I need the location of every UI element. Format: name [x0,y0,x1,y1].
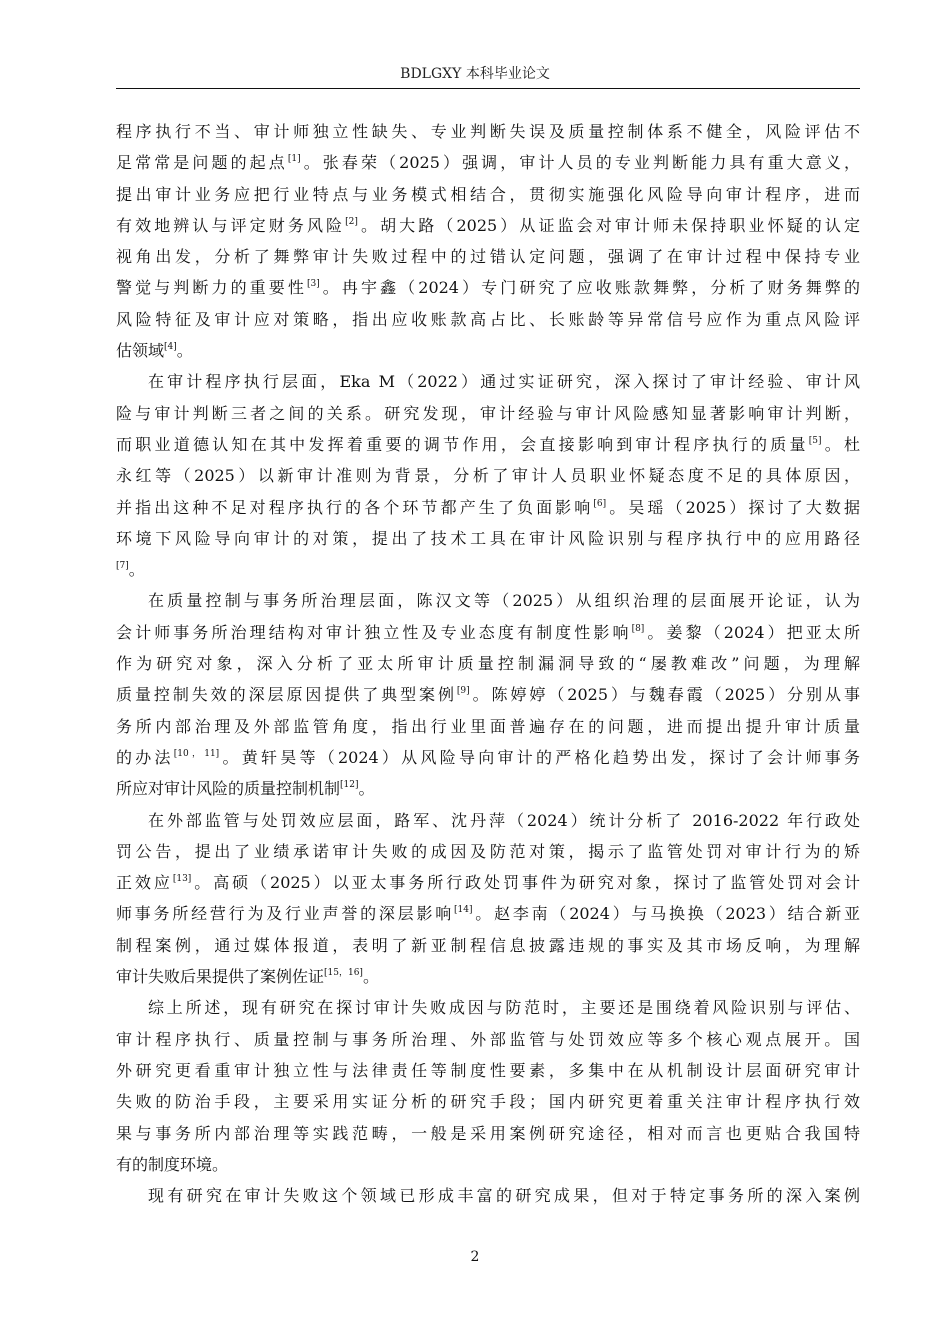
line-text-continued: 。高硕（2025）以亚太事务所行政处罚事件为研究对象，探讨了监管处罚对会计 [191,873,860,893]
line-text: 有效地辨认与评定财务风险 [116,215,346,235]
citation-superscript: [10，11] [173,748,220,759]
line-text: 审计失败后果提供了案例佐证 [116,967,325,987]
citation-superscript: [5] [808,435,822,446]
text-line [116,773,860,804]
citation-superscript: [12] [340,780,359,791]
line-text-continued: 。姜黎（2024）把亚太所 [644,622,860,642]
line-text: 的办法 [116,747,174,767]
text-line [116,554,860,585]
text-line [116,116,860,147]
line-text-continued: 。陈婷婷（2025）与魏春霞（2025）分别从事 [469,685,860,705]
text-line [116,1118,860,1149]
text-line [116,492,860,523]
text-line [116,930,860,961]
text-line [116,679,860,710]
text-line [116,711,860,742]
text-line [116,398,860,429]
text-line [116,1149,860,1180]
line-text-continued: 。 [176,341,193,361]
page-number: 2 [470,1249,480,1265]
line-text-continued: 。 [362,967,379,987]
text-line [116,961,860,992]
line-text: 环境下风险导向审计的对策，提出了技术工具在审计风险识别与程序执行中的应用路径 [116,528,860,548]
text-line [116,898,860,929]
text-line [116,523,860,554]
line-text: 而职业道德认知在其中发挥着重要的调节作用，会直接影响到审计程序执行的质量 [116,434,809,454]
text-line [116,460,860,491]
citation-superscript: [6] [593,498,607,509]
text-line [116,366,860,397]
line-text-continued: 。胡大路（2025）从证监会对审计师未保持职业怀疑的认定 [357,215,860,235]
line-text-continued: 。赵李南（2024）与马换换（2023）结合新亚 [472,904,860,924]
line-text: 提出审计业务应把行业特点与业务模式相结合，贯彻实施强化风险导向审计程序，进而 [116,184,860,204]
line-text-continued: 。张春荣（2025）强调，审计人员的专业判断能力具有重大意义， [300,153,860,173]
line-text: 视角出发，分析了舞弊审计失败过程中的过错认定问题，强调了在审计过程中保持专业 [116,247,860,267]
citation-superscript: [15，16] [324,968,363,979]
line-text: 质量控制失效的深层原因提供了典型案例 [116,685,457,705]
running-header: BDLGXY 本科毕业论文 [400,66,550,82]
line-text: 综上所述，现有研究在探讨审计失败成因与防范时，主要还是围绕着风险识别与评估、 [148,998,860,1018]
text-line [116,241,860,272]
text-line [116,992,860,1023]
text-line [116,836,860,867]
text-line [116,1180,860,1211]
text-line [116,617,860,648]
line-text: 在质量控制与事务所治理层面，陈汉文等（2025）从组织治理的层面展开论证，认为 [148,591,860,611]
line-text-continued: 。 [128,560,145,580]
citation-superscript: [3] [306,279,320,290]
text-line [116,210,860,241]
citation-superscript: [14] [454,905,473,916]
line-text: 审计程序执行、质量控制与事务所治理、外部监管与处罚效应等多个核心观点展开。国 [116,1029,860,1049]
line-text-continued: 。冉宇鑫（2024）专门研究了应收账款舞弊，分析了财务舞弊的 [319,278,860,298]
citation-superscript: [2] [345,216,358,227]
citation-superscript: [13] [172,874,192,885]
line-text: 外研究更看重审计独立性与法律责任等制度性要素，多集中在从机制设计层面研究审计 [116,1060,860,1080]
text-line [116,272,860,303]
line-text: 险与审计判断三者之间的关系。研究发现，审计经验与审计风险感知显著影响审计判断， [116,403,860,423]
text-line [116,805,860,836]
citation-superscript: [1] [287,154,301,165]
text-line [116,147,860,178]
line-text: 失败的防治手段，主要采用实证分析的研究手段；国内研究更着重关注审计程序执行效 [116,1092,860,1112]
line-text: 永红等（2025）以新审计准则为背景，分析了审计人员职业怀疑态度不足的具体原因， [116,466,860,486]
text-line [116,335,860,366]
line-text: 罚公告，提出了业绩承诺审计失败的成因及防范对策，揭示了监管处罚对审计行为的矫 [116,841,860,861]
line-text: 估领域 [116,341,165,361]
text-line [116,867,860,898]
citation-superscript: [4] [164,342,177,353]
text-line [116,648,860,679]
line-text-continued: 。 [358,779,375,799]
line-text: 制程案例，通过媒体报道，表明了新亚制程信息披露违规的事实及其市场反响，为理解 [116,935,860,955]
line-text: 会计师事务所治理结构对审计独立性及专业态度有制度性影响 [116,622,632,642]
line-text: 足常常是问题的起点 [116,153,288,173]
text-line [116,1055,860,1086]
line-text: 师事务所经营行为及行业声誉的深层影响 [116,904,455,924]
text-line [116,179,860,210]
text-line [116,1024,860,1055]
line-text: 果与事务所内部治理等实践范畴，一般是采用案例研究途径，相对而言也更贴合我国特 [116,1123,860,1143]
text-line [116,585,860,616]
line-text: 现有研究在审计失败这个领域已形成丰富的研究成果，但对于特定事务所的深入案例 [148,1186,860,1206]
line-text: 作为研究对象，深入分析了亚太所审计质量控制漏洞导致的“屡教难改”问题，为理解 [116,654,860,674]
line-text-continued: 。黄轩昊等（2024）从风险导向审计的严格化趋势出发，探讨了会计师事务 [219,747,860,767]
text-line [116,1086,860,1117]
body-text [116,116,860,1211]
line-text: 并指出这种不足对程序执行的各个环节都产生了负面影响 [116,497,594,517]
line-text-continued: 。杜 [821,434,860,454]
line-text: 风险特征及审计应对策略，指出应收账款高占比、长账龄等异常信号应作为重点风险评 [116,309,860,329]
line-text: 警觉与判断力的重要性 [116,278,307,298]
text-line [116,429,860,460]
citation-superscript: [9] [456,686,470,697]
line-text: 务所内部治理及外部监管角度，指出行业里面普遍存在的问题，进而提出提升审计质量 [116,716,860,736]
header-rule [116,88,860,89]
line-text: 有的制度环境。 [116,1154,229,1174]
citation-superscript: [7] [116,561,129,572]
citation-superscript: [8] [631,623,645,634]
line-text: 程序执行不当、审计师独立性缺失、专业判断失误及质量控制体系不健全，风险评估不 [116,122,860,141]
line-text: 在审计程序执行层面，Eka M（2022）通过实证研究，深入探讨了审计经验、审计风 [148,372,860,392]
text-line [116,304,860,335]
line-text: 正效应 [116,873,173,893]
text-line [116,742,860,773]
line-text: 所应对审计风险的质量控制机制 [116,779,341,799]
line-text: 在外部监管与处罚效应层面，路军、沈丹萍（2024）统计分析了 2016-2022 年行政处 [148,810,860,830]
line-text-continued: 。吴瑶（2025）探讨了大数据 [606,497,860,517]
